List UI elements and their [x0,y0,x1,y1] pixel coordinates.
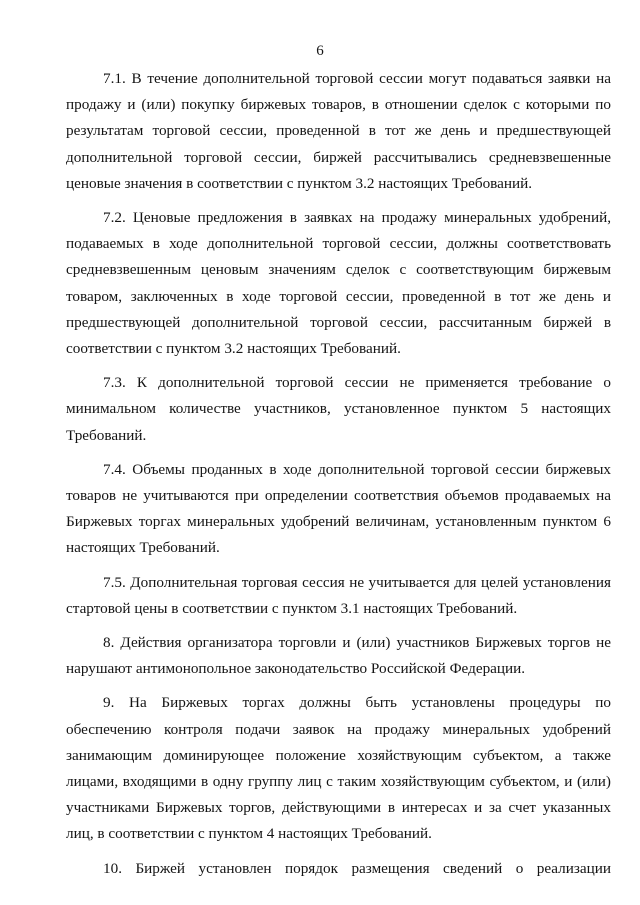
paragraph-8: 8. Действия организатора торговли и (или) участников Биржевых торгов не нарушают антимонопольное законодательство Российской Федерации. [66,634,611,678]
page-number: 6 [316,43,324,59]
paragraph-7-4: 7.4. Объемы проданных в ходе дополнительной торговой сессии биржевых товаров не учитываются при определении соответствия объемов продаваемых на Биржевых торгах минеральных удобрений величинам, установленным пунктом 6 настоящих Требований. [66,460,611,557]
paragraph-7-1: 7.1. В течение дополнительной торговой сессии могут подаваться заявки на продажу и (или) покупку биржевых товаров, в отношении сделок с которыми по результатам торговой сессии, проведенной в тот же день и предшествующей дополнительной торговой сессии, биржей рассчитывались средневзвешенные ценовые значения в соответствии с пунктом 3.2 настоящих Требований. [66,70,611,192]
document-body [66,66,611,890]
paragraph-7-3: 7.3. К дополнительной торговой сессии не применяется требование о минимальном количестве участников, установленное пунктом 5 настоящих Требований. [66,374,611,444]
paragraph-7-5: 7.5. Дополнительная торговая сессия не учитывается для целей установления стартовой цены в соответствии с пунктом 3.1 настоящих Требований. [66,573,611,617]
paragraph-10: 10. Биржей установлен порядок размещения сведений о реализации [103,859,611,877]
paragraph-9: 9. На Биржевых торгах должны быть установлены процедуры по обеспечению контроля подачи заявок на продажу минеральных удобрений занимающим доминирующее положение хозяйствующим субъектом, а также лицами, входящими в одну группу лиц с таким хозяйствующим субъектом, и (или) участниками Биржевых торгов, действующими в интересах и за счет указанных лиц, в соответствии с пунктом 4 настоящих Требований. [66,694,611,843]
paragraph-7-2: 7.2. Ценовые предложения в заявках на продажу минеральных удобрений, подаваемых в ходе дополнительной торговой сессии, должны соответствовать средневзвешенным ценовым значениям сделок с соответствующим биржевым товаром, заключенных в ходе торговой сессии, проведенной в тот же день и предшествующей дополнительной торговой сессии, рассчитанным биржей в соответствии с пунктом 3.2 настоящих Требований. [66,209,611,358]
